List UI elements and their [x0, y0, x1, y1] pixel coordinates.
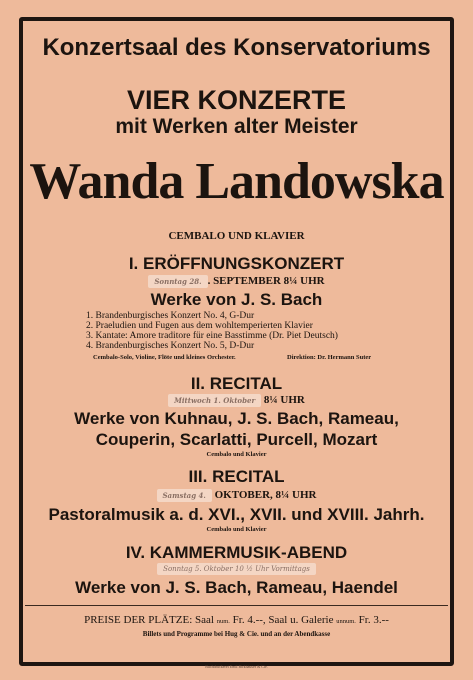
concert-1-works: Werke von J. S. Bach: [150, 290, 323, 309]
concert-3-date-line: [0, 489, 473, 502]
ticket-sales-note: Billets und Programme bei Hug & Cie. und an der Abendkasse: [142, 630, 331, 638]
concert-3-heading: III. RECITAL: [188, 467, 285, 486]
concert-2-date-line: [0, 394, 473, 407]
concert-3-date: OKTOBER, 8¼ UHR: [214, 489, 317, 502]
concert-4-handwritten-date: Sonntag 5. Oktober 10 ½ Uhr Vormittags: [157, 563, 316, 575]
concert-2-note: Cembalo und Klavier: [206, 451, 267, 458]
price-galerie-label: Saal u. Galerie: [268, 614, 334, 626]
concert-4-heading: IV. KAMMERMUSIK-ABEND: [125, 543, 348, 562]
prices-label: PREISE DER PLÄTZE:: [84, 614, 193, 626]
concert-2-heading: II. RECITAL: [190, 374, 283, 393]
program-item: 3. Kantate: Amore traditore für eine Basstimme (Dr. Piet Deutsch): [86, 331, 338, 341]
price-galerie-value: Fr. 3.--: [358, 614, 389, 626]
concert-1-handwritten-date: Sonntag 28.: [148, 275, 207, 288]
price-saal-note: num.: [216, 618, 230, 625]
concert-1-conductor: Direktion: Dr. Hermann Suter: [287, 354, 372, 361]
instrument-line: CEMBALO UND KLAVIER: [168, 230, 305, 242]
concert-4-date-line: [0, 563, 473, 575]
concert-3-works: Pastoralmusik a. d. XVI., XVII. und XVIII. Jahrh.: [48, 505, 425, 524]
concert-1-program: [86, 311, 338, 351]
concert-3-handwritten-date: Samstag 4.: [157, 489, 212, 502]
artist-name: Wanda Landowska: [29, 153, 444, 210]
concert-2-time: 8¼ UHR: [263, 394, 305, 407]
concert-1-date-line: [0, 275, 473, 288]
concert-1-heading: I. ERÖFFNUNGSKONZERT: [128, 254, 345, 273]
venue-heading: Konzertsaal des Konservatoriums: [42, 34, 431, 61]
program-item: 1. Brandenburgisches Konzert No. 4, G-Dur: [86, 311, 255, 321]
price-saal-value: Fr. 4.--,: [232, 614, 266, 626]
price-galerie-note: unnum.: [336, 618, 356, 625]
printer-imprint: Buchdruckerei Emil Birkhäuser & Cie.: [205, 664, 268, 669]
divider-rule: [25, 605, 448, 606]
concert-2-works-line-2: Couperin, Scarlatti, Purcell, Mozart: [95, 430, 378, 449]
concert-series-subtitle: mit Werken alter Meister: [115, 115, 358, 138]
concert-3-note: Cembalo und Klavier: [206, 526, 267, 533]
program-item: 2. Praeludien und Fugen aus dem wohltemperierten Klavier: [86, 321, 313, 331]
concert-1-date: . SEPTEMBER 8¼ UHR: [207, 275, 325, 288]
concert-2-handwritten-date: Mittwoch 1. Oktober: [168, 394, 261, 407]
prices-line: [0, 614, 473, 626]
program-item: 4. Brandenburgisches Konzert No. 5, D-Dur: [86, 341, 255, 351]
concert-4-works: Werke von J. S. Bach, Rameau, Haendel: [75, 578, 398, 597]
price-saal-label: Saal: [195, 614, 214, 626]
concert-2-works-line-1: Werke von Kuhnau, J. S. Bach, Rameau,: [74, 409, 399, 428]
concert-1-performers: Cembalo-Solo, Violine, Flöte und kleines Orchester.: [93, 354, 236, 361]
concert-series-title: VIER KONZERTE: [126, 85, 347, 115]
